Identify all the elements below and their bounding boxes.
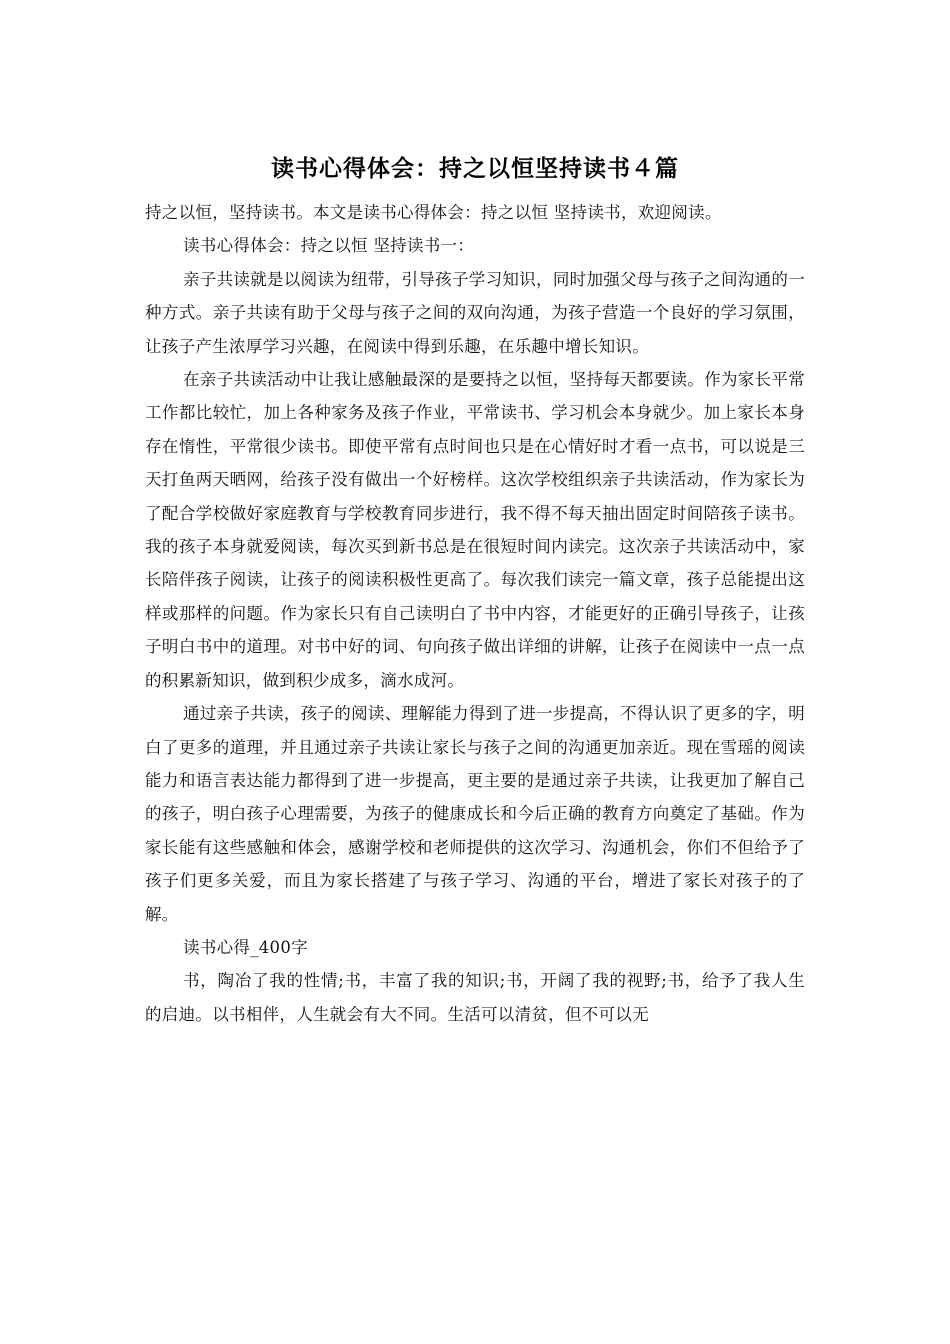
section-heading-400: 读书心得_400字	[183, 937, 308, 957]
document-body	[145, 196, 805, 1031]
body-paragraph: 亲子共读就是以阅读为纽带，引导孩子学习知识，同时加强父母与孩子之间沟通的一种方式。亲子共读有助于父母与孩子之间的双向沟通，为孩子营造一个良好的学习氛围，让孩子产生浓厚学习兴趣，在阅读中得到乐趣，在乐趣中增长知识。	[145, 269, 805, 356]
intro-paragraph: 持之以恒，坚持读书。本文是读书心得体会：持之以恒 坚持读书，欢迎阅读。	[145, 203, 722, 222]
document-title: 读书心得体会：持之以恒坚持读书４篇	[271, 156, 679, 182]
body-paragraph: 书，陶冶了我的性情;书，丰富了我的知识;书，开阔了我的视野;书，给予了我人生的启迪。以书相伴，人生就会有大不同。生活可以清贫，但不可以无	[145, 971, 805, 1024]
section-heading-one: 读书心得体会：持之以恒 坚持读书一：	[183, 236, 475, 256]
body-paragraph: 在亲子共读活动中让我让感触最深的是要持之以恒，坚持每天都要读。作为家长平常工作都比较忙，加上各种家务及孩子作业，平常读书、学习机会本身就少。加上家长本身存在惰性，平常很少读书。即使平常有点时间也只是在心情好时才看一点书，可以说是三天打鱼两天晒网，给孩子没有做出一个好榜样。这次学校组织亲子共读活动，作为家长为了配合学校做好家庭教育与学校教育同步进行，我不得不每天抽出固定时间陪孩子读书。我的孩子本身就爱阅读，每次买到新书总是在很短时间内读完。这次亲子共读活动中，家长陪伴孩子阅读，让孩子的阅读积极性更高了。每次我们读完一篇文章，孩子总能提出这样或那样的问题。作为家长只有自己读明白了书中内容，才能更好的正确引导孩子，让孩子明白书中的道理。对书中好的词、句向孩子做出详细的讲解，让孩子在阅读中一点一点的积累新知识，做到积少成多，滴水成河。	[145, 370, 805, 690]
body-paragraph: 通过亲子共读，孩子的阅读、理解能力得到了进一步提高，不得认识了更多的字，明白了更多的道理，并且通过亲子共读让家长与孩子之间的沟通更加亲近。现在雪瑶的阅读能力和语言表达能力都得到了进一步提高，更主要的是通过亲子共读，让我更加了解自己的孩子，明白孩子心理需要，为孩子的健康成长和今后正确的教育方向奠定了基础。作为家长能有这些感触和体会，感谢学校和老师提供的这次学习、沟通机会，你们不但给予了孩子们更多关爱，而且为家长搭建了与孩子学习、沟通的平台，增进了家长对孩子的了解。	[145, 704, 805, 924]
